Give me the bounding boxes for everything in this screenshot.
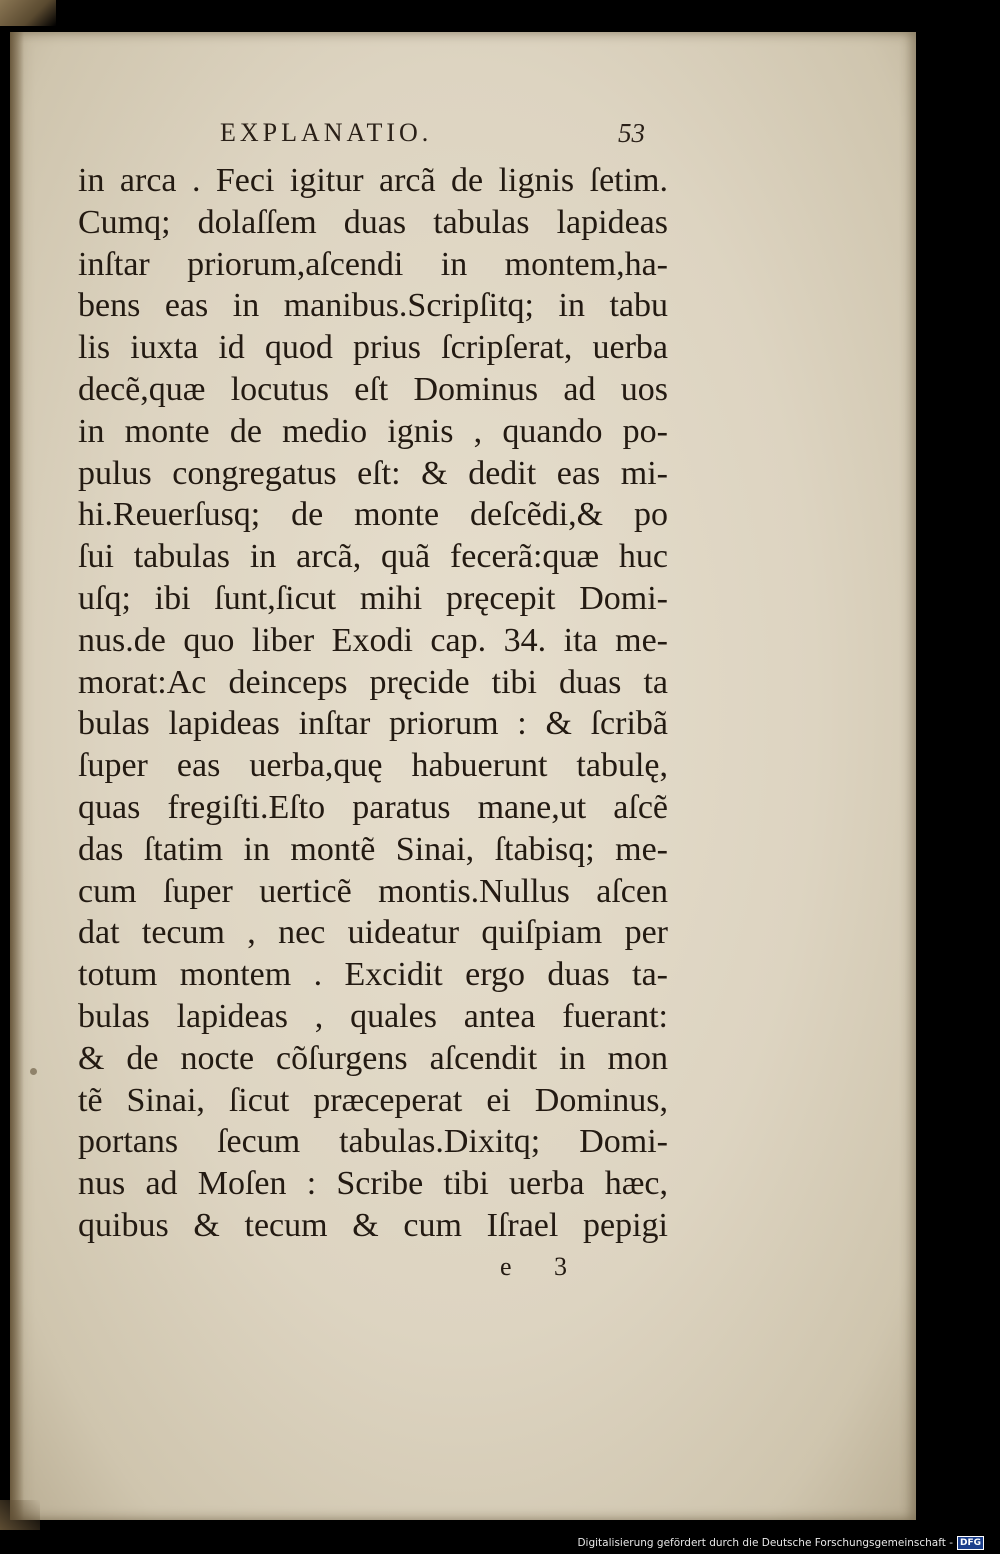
text-line: lis iuxta id quod prius ſcripſerat, uerba (78, 329, 668, 367)
text-line: bulas lapideas inſtar priorum : & ſcribã (78, 705, 668, 743)
page-spine-shadow (10, 32, 24, 1520)
text-line: inſtar priorum,aſcendi in montem,ha- (78, 245, 668, 283)
text-line: Cumq; dolaſſem duas tabulas lapideas (78, 203, 668, 241)
text-line: in arca . Feci igitur arcã de lignis ſetim. (78, 162, 668, 199)
text-line: quas fregiſti.Eſto paratus mane,ut aſcẽ (78, 788, 668, 826)
text-line: das ſtatim in montẽ Sinai, ſtabisq; me- (78, 830, 668, 868)
text-line: totum montem . Excidit ergo duas ta- (78, 956, 668, 994)
text-line: cum ſuper uerticẽ montis.Nullus aſcen (78, 872, 668, 910)
running-head: EXPLANATIO. (220, 118, 433, 147)
text-line: tẽ Sinai, ſicut præceperat ei Dominus, (78, 1081, 668, 1119)
text-line: ſui tabulas in arcã, quã fecerã:quæ huc (78, 538, 668, 576)
text-line: pulus congregatus eſt: & dedit eas mi- (78, 454, 668, 492)
body-text (78, 160, 668, 1247)
text-line: hi.Reuerſusq; de monte deſcẽdi,& po (78, 496, 668, 534)
text-line: bulas lapideas , quales antea fuerant: (78, 997, 668, 1035)
text-line: bens eas in manibus.Scripſitq; in tabu (78, 287, 668, 325)
text-line: decẽ,quæ locutus eſt Dominus ad uos (78, 370, 668, 408)
text-line: morat:Ac deinceps pręcide tibi duas ta (78, 663, 668, 701)
credit-text: Digitalisierung gefördert durch die Deutsche Forschungsgemeinschaft - (577, 1537, 953, 1549)
page-number: 53 (618, 118, 645, 148)
text-line: nus ad Moſen : Scribe tibi uerba hæc, (78, 1165, 668, 1203)
text-line: ſuper eas uerba,quę habuerunt tabulę, (78, 747, 668, 785)
text-line: portans ſecum tabulas.Dixitq; Domi- (78, 1123, 668, 1161)
text-line: in monte de medio ignis , quando po- (78, 412, 668, 450)
ink-spot (30, 1068, 37, 1075)
binding-corner-mark (0, 0, 56, 26)
text-line: dat tecum , nec uideatur quiſpiam per (78, 914, 668, 952)
signature-mark: e 3 (500, 1252, 586, 1281)
text-line: uſq; ibi ſunt,ſicut mihi pręcepit Domi- (78, 579, 668, 617)
text-line: quibus & tecum & cum Iſrael pepigi (78, 1206, 668, 1244)
text-line: & de nocte cõſurgens aſcendit in mon (78, 1039, 668, 1077)
dfg-logo-icon: DFG (957, 1536, 984, 1550)
digitization-credit (577, 1536, 984, 1550)
binding-edge-mark (0, 1500, 40, 1530)
text-line: nus.de quo liber Exodi cap. 34. ita me- (78, 621, 668, 659)
